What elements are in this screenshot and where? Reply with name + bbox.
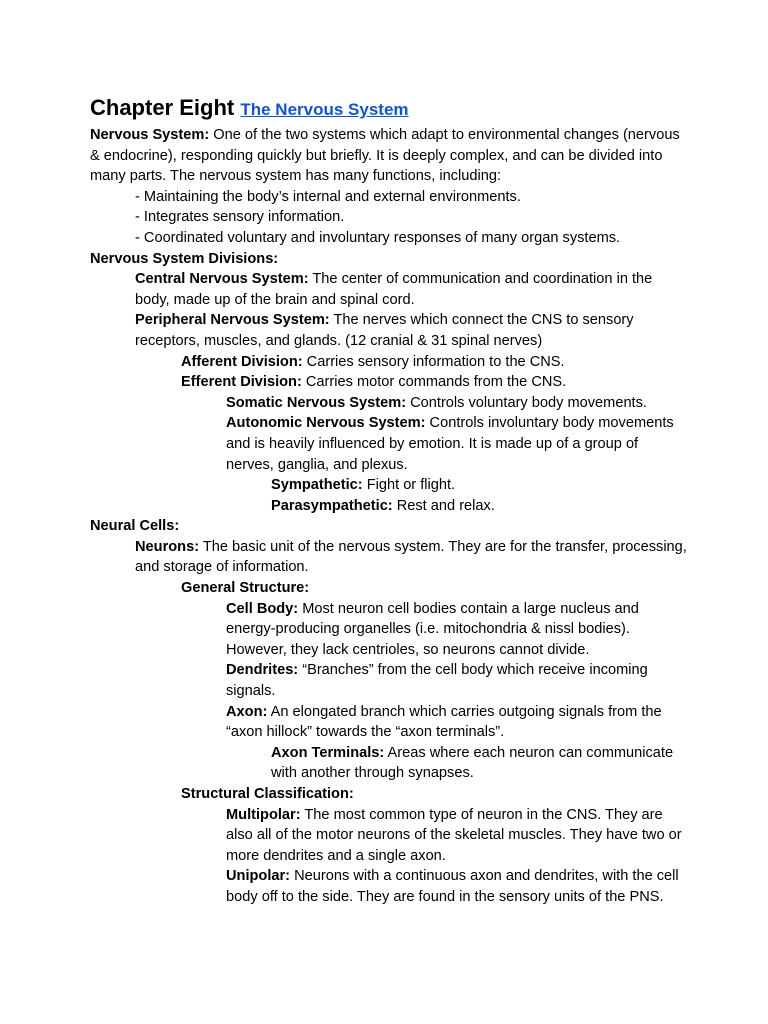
afferent-term: Afferent Division: [181,353,303,370]
neurons-entry [90,537,690,578]
parasympathetic-term: Parasympathetic: [271,497,393,514]
afferent-text: Carries sensory information to the CNS. [302,353,565,370]
function-item: - Integrates sensory information. [135,209,345,226]
intro-term: Nervous System: [90,127,210,143]
parasympathetic-text: Rest and relax. [392,497,495,514]
pns-text: The nerves which connect the CNS to sensory receptors, muscles, and glands. (12 cranial & 31 spinal nerves) [135,312,634,349]
chapter-label: Chapter Eight [90,95,235,120]
axon-terminals-term: Axon Terminals: [271,744,385,761]
dendrites-term: Dendrites: [226,662,299,679]
function-item: - Maintaining the body’s internal and external environments. [135,188,521,205]
axon-term: Axon: [226,703,268,720]
dendrites-text: “Branches” from the cell body which receive incoming signals. [226,662,648,700]
sympathetic-entry [90,475,690,496]
sympathetic-term: Sympathetic: [271,477,363,494]
autonomic-term: Autonomic Nervous System: [226,415,426,432]
pns-term: Peripheral Nervous System: [135,312,330,329]
efferent-entry [90,372,690,393]
somatic-term: Somatic Nervous System: [226,394,407,411]
chapter-title-link[interactable]: The Nervous System [240,100,409,119]
somatic-entry [90,393,690,414]
axon-text: An elongated branch which carries outgoing signals from the “axon hillock” towards the “axon terminals”. [226,703,662,741]
autonomic-entry [90,413,690,475]
cell-body-term: Cell Body: [226,600,299,617]
document-body [90,93,690,908]
dendrites-entry [90,660,690,701]
multipolar-text: The most common type of neuron in the CNS. They are also all of the motor neurons of the skeletal muscles. They have two or more dendrites and a single axon. [226,806,682,864]
cns-text: The center of communication and coordination in the body, made up of the brain and spinal cord. [135,271,653,308]
pns-entry [90,310,690,351]
structural-classification-heading: Structural Classification: [181,786,354,802]
function-item: - Coordinated voluntary and involuntary responses of many organ systems. [135,229,621,246]
cns-term: Central Nervous System: [135,271,309,288]
multipolar-term: Multipolar: [226,806,301,823]
afferent-entry [90,352,690,373]
cns-entry [90,269,690,310]
general-structure-heading: General Structure: [181,580,310,597]
efferent-text: Carries motor commands from the CNS. [301,374,567,391]
cell-body-text: Most neuron cell bodies contain a large nucleus and energy-producing organelles (i.e. mitochondria & nissl bodies). However, they lack centrioles, so neurons cannot divide. [226,600,639,658]
axon-terminals-entry [90,743,690,784]
neurons-text: The basic unit of the nervous system. They are for the transfer, processing, and storage of information. [135,538,687,576]
parasympathetic-entry [90,496,690,517]
divisions-heading: Nervous System Divisions: [90,250,279,267]
sympathetic-text: Fight or flight. [362,477,456,494]
intro-paragraph [90,125,690,187]
multipolar-entry [90,805,690,867]
somatic-text: Controls voluntary body movements. [406,394,647,411]
axon-entry [90,702,690,743]
axon-terminals-text: Areas where each neuron can communicate with another through synapses. [271,744,674,782]
intro-text: One of the two systems which adapt to environmental changes (nervous & endocrine), responding quickly but briefly. It is deeply complex, and can be divided into many parts. The nervous system has many functions, including: [90,127,680,185]
unipolar-term: Unipolar: [226,868,291,885]
autonomic-text: Controls involuntary body movements and is heavily influenced by emotion. It is made up of a group of nerves, ganglia, and plexus. [226,415,674,473]
chapter-title [90,93,690,125]
cell-body-entry [90,599,690,661]
unipolar-text: Neurons with a continuous axon and dendrites, with the cell body off to the side. They are found in the sensory units of the PNS. [226,868,679,905]
cells-heading: Neural Cells: [90,518,180,535]
unipolar-entry [90,866,690,907]
efferent-term: Efferent Division: [181,374,302,391]
neurons-term: Neurons: [135,538,200,555]
